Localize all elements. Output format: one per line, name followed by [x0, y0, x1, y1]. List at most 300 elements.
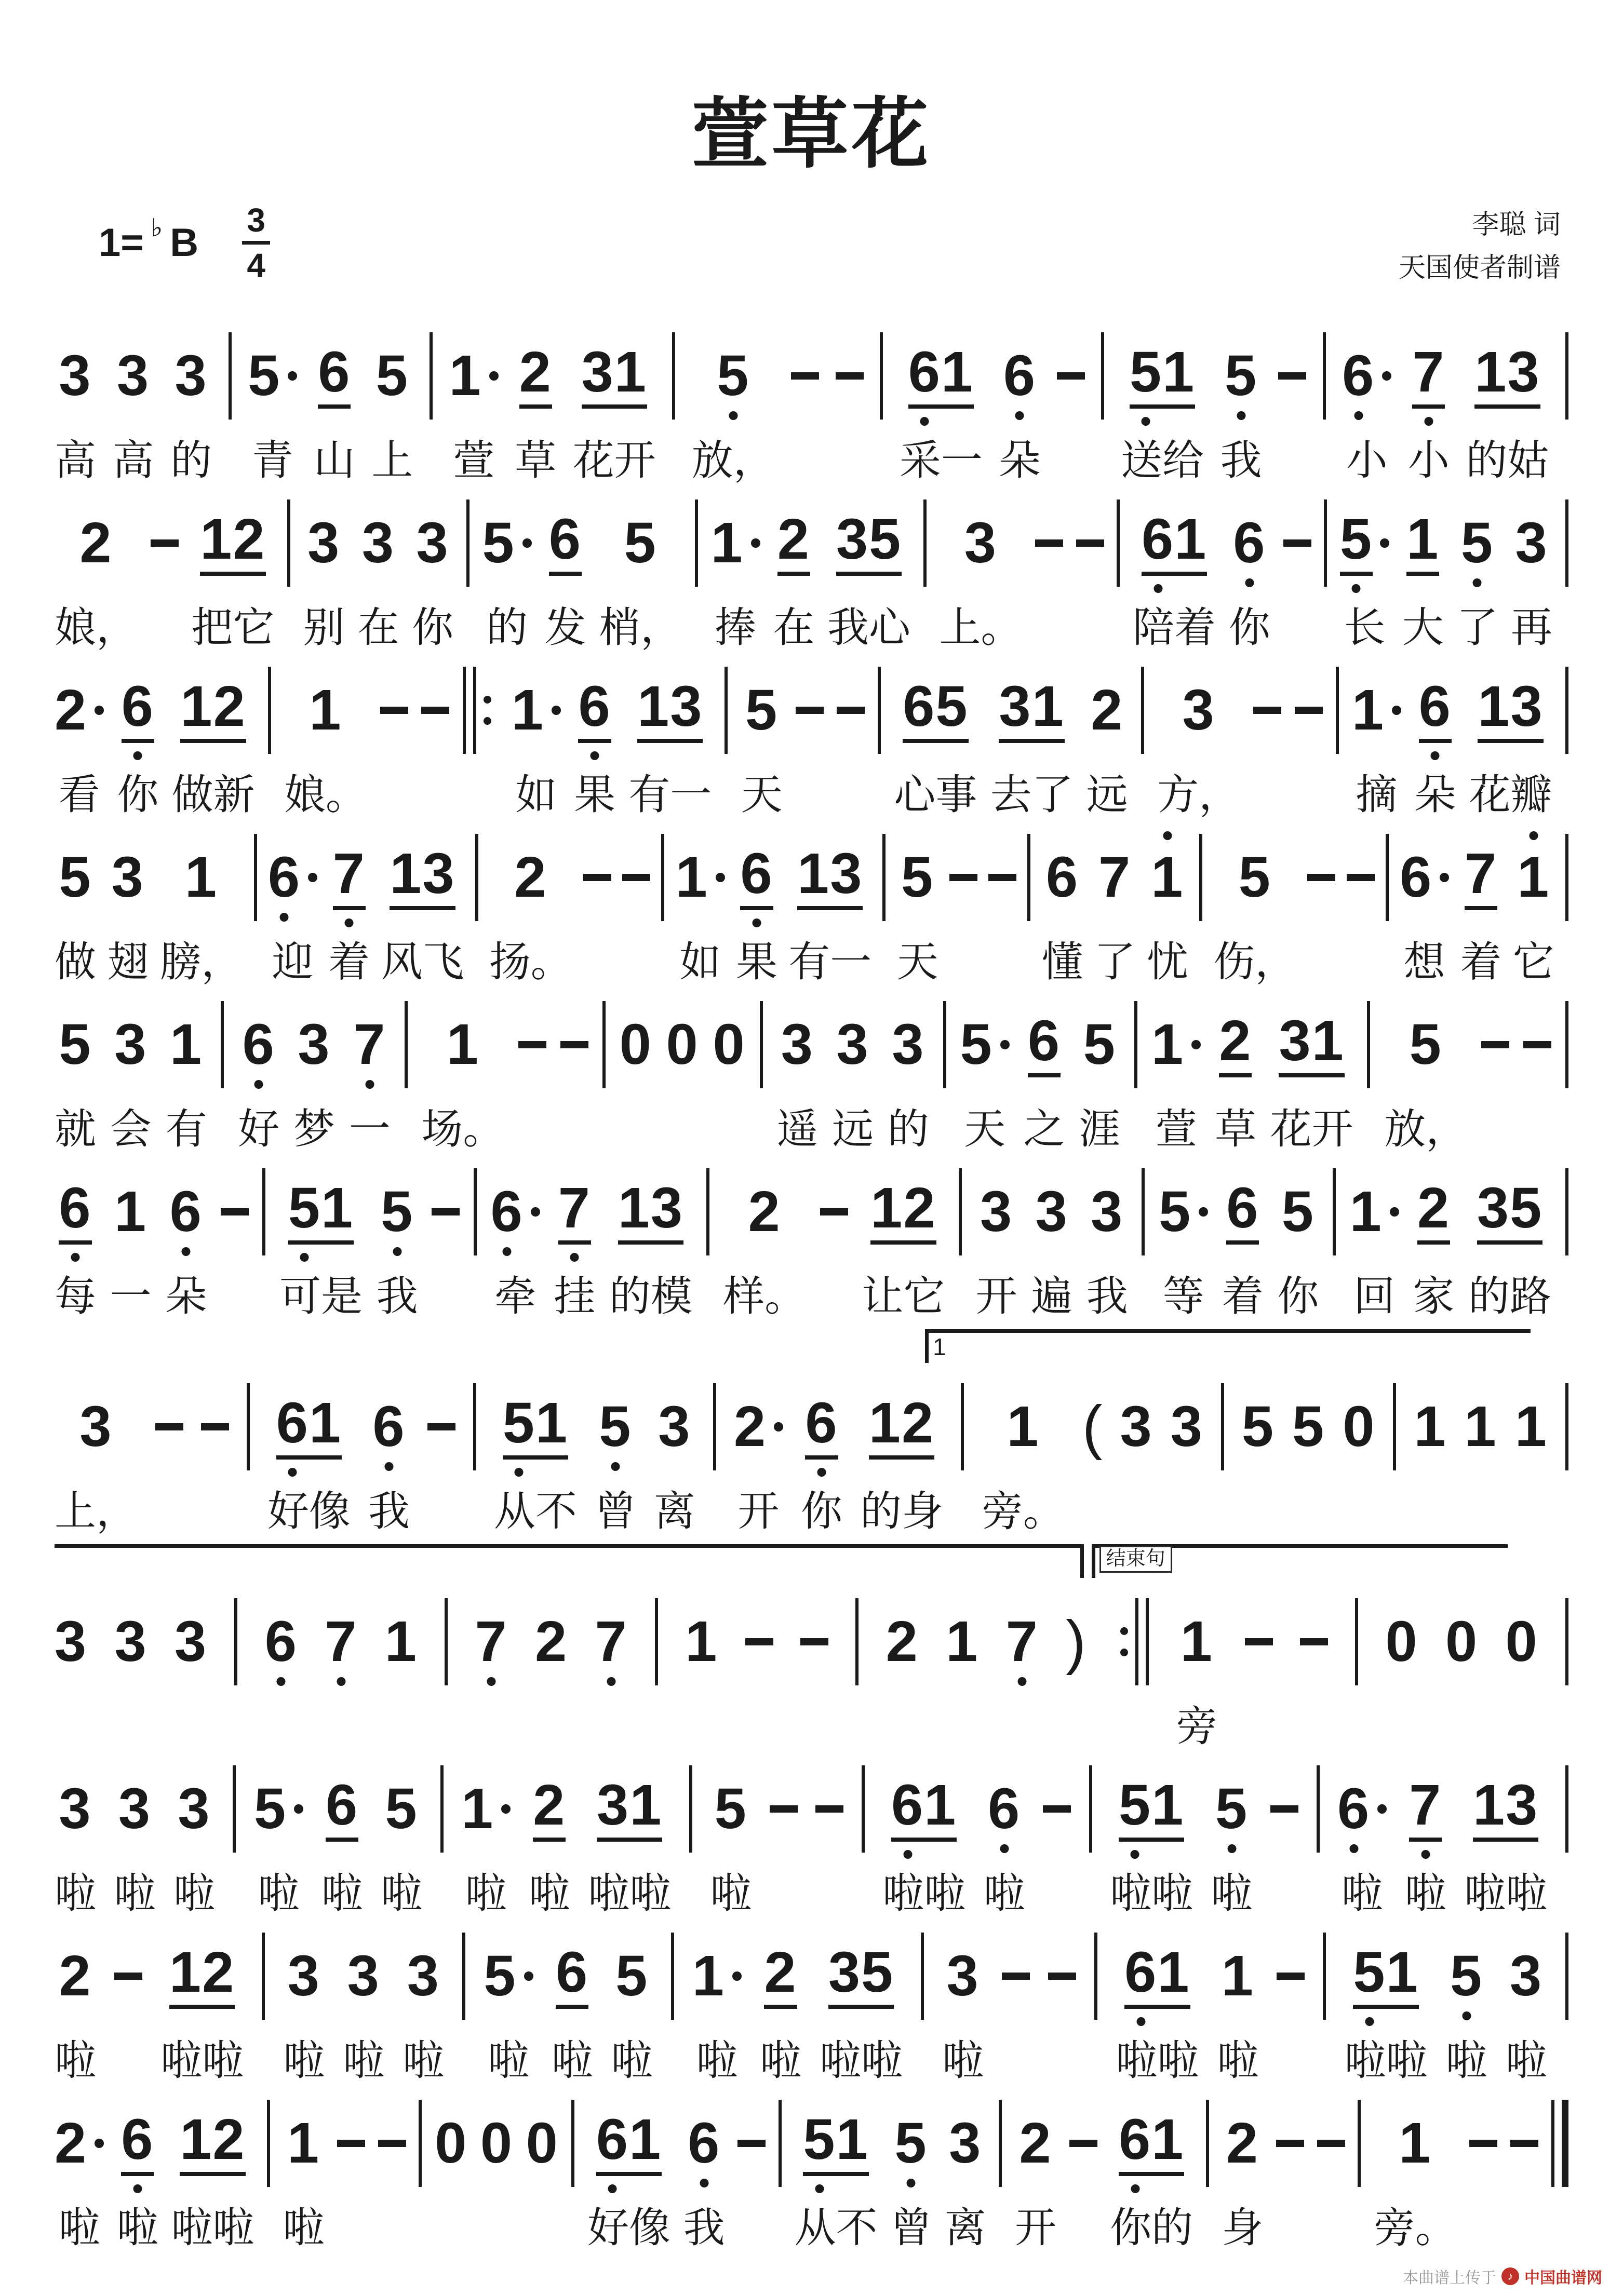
- digit: 5: [1340, 511, 1373, 568]
- note-area: [583, 822, 611, 933]
- note-area: [380, 655, 408, 765]
- ending-bracket: [55, 1544, 1084, 1578]
- digit-group: [446, 1012, 479, 1077]
- note-area: [1036, 1157, 1068, 1267]
- dash-line: [380, 707, 408, 714]
- lyric: 身: [1222, 2205, 1264, 2251]
- lyric: 想: [1403, 939, 1445, 985]
- lyric: 放，: [1384, 1106, 1468, 1153]
- dash-line: [432, 1208, 460, 1215]
- dash-line: [796, 707, 824, 714]
- digit: 5: [901, 845, 934, 910]
- note-area: [1295, 655, 1323, 765]
- note-glyph: [1094, 1937, 1097, 2015]
- note-area: [943, 990, 946, 1100]
- digit-group: [461, 1777, 494, 1841]
- lyric: 长: [1344, 604, 1386, 651]
- note-area: [381, 1157, 413, 1267]
- digit-group: [1226, 1176, 1259, 1245]
- barline: [473, 1372, 476, 1538]
- note-glyph: [1406, 504, 1439, 582]
- note-glyph: [1292, 1388, 1325, 1466]
- barline-stroke: [1323, 1933, 1326, 2020]
- note-area: [267, 2088, 270, 2198]
- note-area: [288, 1921, 320, 2031]
- note-area: [221, 1157, 249, 1267]
- score-line: [55, 1324, 1568, 1538]
- note-area: [1003, 321, 1036, 431]
- lyric: 遍: [1031, 1273, 1073, 1320]
- digit: 3: [118, 1777, 152, 1841]
- digit: 5: [1450, 1948, 1483, 2005]
- note-area: [737, 2088, 766, 2198]
- digit-group: [175, 344, 208, 408]
- note-area: [908, 321, 974, 431]
- digit: 6: [805, 1395, 838, 1452]
- digit-group: [372, 1395, 406, 1459]
- barline-stroke: [1565, 667, 1568, 754]
- lyric: 啦啦: [171, 2205, 254, 2251]
- note: [1157, 655, 1240, 821]
- note-area: [1076, 488, 1104, 598]
- note-area: [710, 488, 760, 598]
- octave-low-dot: [71, 1253, 80, 1262]
- repeat-dot: [1120, 1627, 1128, 1635]
- note: [170, 321, 212, 487]
- note-glyph: [1027, 839, 1030, 916]
- dash-line: [737, 2140, 766, 2147]
- lyric: 啦: [403, 2037, 445, 2084]
- digit-group: [960, 1012, 993, 1077]
- note-area: [947, 1921, 980, 2031]
- note-area: [595, 1587, 627, 1697]
- digit-group: [1027, 1008, 1061, 1077]
- digit: 0: [480, 2111, 514, 2176]
- barline: [880, 321, 883, 487]
- note: [484, 1921, 533, 2087]
- octave-low-dot: [515, 1468, 524, 1477]
- duration-dash: [1276, 2088, 1304, 2254]
- lyric: 啦: [710, 1870, 752, 1917]
- dash-line: [518, 1041, 546, 1048]
- digit: 2: [55, 678, 88, 742]
- note-area: [1120, 1372, 1153, 1482]
- digit: 2: [534, 1610, 568, 1674]
- duration-dash: [1481, 990, 1509, 1156]
- digit: 6: [318, 340, 351, 404]
- dash-line: [836, 372, 864, 380]
- note-glyph: [390, 839, 455, 916]
- digit: 3: [581, 340, 614, 404]
- digit-group: [1215, 1777, 1249, 1841]
- note-glyph: [560, 1006, 588, 1084]
- digit: 3: [830, 841, 863, 906]
- lyric: 的: [887, 1106, 929, 1153]
- lyric: 样。: [723, 1273, 807, 1320]
- note-area: [1007, 1372, 1039, 1482]
- lyric: 天: [964, 1106, 1006, 1153]
- digit-group: [1180, 1610, 1213, 1674]
- digit-group: [1353, 1940, 1419, 2009]
- digit: 1: [629, 1773, 663, 1837]
- dash-line: [1076, 539, 1104, 547]
- note-area: [1278, 321, 1306, 431]
- dash-line: [1307, 874, 1335, 881]
- digit-group: [692, 1944, 725, 2008]
- digit: 5: [895, 2115, 928, 2172]
- note-area: [692, 1921, 742, 2031]
- note: [946, 1587, 978, 1753]
- note-area: [1066, 1587, 1086, 1697]
- duration-dash: [1307, 822, 1335, 989]
- digit: 6: [1119, 2111, 1151, 2168]
- note-glyph: [837, 671, 865, 749]
- barline: [267, 2088, 270, 2254]
- digit-group: [1007, 1395, 1040, 1459]
- note-glyph: [1270, 1770, 1298, 1848]
- digit-group: [946, 1944, 980, 2008]
- digit-group: [1510, 1944, 1543, 2008]
- digit-group: [1091, 678, 1124, 742]
- barline: [1565, 1587, 1568, 1753]
- lyric: 从不: [493, 1488, 577, 1535]
- note: [381, 822, 464, 989]
- note-area: [201, 1372, 229, 1482]
- parenthesis-glyph: ): [1066, 1608, 1086, 1676]
- digit: 1: [384, 1610, 418, 1674]
- barline: [1142, 1157, 1145, 1323]
- note-glyph: [800, 1603, 828, 1681]
- note-area: [533, 1754, 566, 1864]
- lyric: 上。: [939, 604, 1023, 651]
- digit: 6: [596, 2111, 629, 2168]
- digit-group: [597, 1773, 663, 1842]
- note-glyph: [655, 1603, 658, 1681]
- barline-stroke: [1565, 1383, 1568, 1470]
- note-glyph: [1473, 1770, 1538, 1848]
- note-area: [1565, 1754, 1568, 1864]
- barline-stroke: [247, 1383, 250, 1470]
- note-glyph: [112, 839, 144, 916]
- lyric: 青: [251, 437, 293, 484]
- lyric: 旁。: [981, 1488, 1065, 1535]
- note-glyph: [862, 1770, 865, 1848]
- note-glyph: [1091, 671, 1123, 749]
- note-glyph: [118, 1770, 151, 1848]
- note: [832, 990, 874, 1156]
- note: [939, 488, 1022, 654]
- note: [55, 321, 96, 487]
- note-glyph: [1002, 1937, 1030, 2015]
- digit: 1: [1151, 1773, 1185, 1837]
- octave-low-dot: [1349, 1844, 1358, 1853]
- note: [1350, 1157, 1399, 1323]
- duration-dash: [1048, 1921, 1076, 2087]
- digit-group: [949, 2111, 982, 2176]
- note: [482, 488, 532, 654]
- note-area: [180, 2088, 245, 2198]
- lyric: 别: [303, 604, 345, 651]
- note: [942, 1921, 984, 2087]
- note-area: [949, 822, 977, 933]
- octave-low-dot: [1424, 417, 1433, 426]
- note-area: [1523, 990, 1551, 1100]
- note: [55, 1372, 138, 1538]
- lyric: 陪着: [1133, 604, 1216, 651]
- key-note: B: [170, 220, 199, 265]
- note-area: [118, 1754, 151, 1864]
- barline: [1101, 321, 1104, 487]
- note: [172, 655, 255, 821]
- digit: 1: [461, 1777, 494, 1841]
- digit-group: [55, 2111, 88, 2176]
- lyric: 啦啦: [1464, 1870, 1548, 1917]
- note-glyph: [999, 671, 1064, 749]
- note-glyph: [405, 1006, 408, 1084]
- note-glyph: [55, 671, 104, 749]
- digit: 2: [733, 1395, 767, 1459]
- duration-dash: [836, 321, 864, 487]
- digit: 1: [1151, 849, 1184, 906]
- barline-stroke: [1565, 1168, 1568, 1255]
- digit-group: [248, 344, 281, 408]
- lyric: 啦: [58, 2205, 100, 2251]
- duration-dash: [1277, 1921, 1305, 2087]
- barline: [672, 321, 675, 487]
- digit-group: [946, 1610, 979, 1674]
- digit-group: [1019, 2111, 1052, 2176]
- note-area: [1478, 655, 1543, 765]
- barline: [695, 488, 698, 654]
- digit-group: [1412, 340, 1445, 409]
- digit-group: [288, 1176, 354, 1245]
- note-glyph: [855, 1603, 859, 1681]
- note-area: [999, 655, 1064, 765]
- digit-group: [1515, 511, 1548, 575]
- note-glyph: [1417, 1173, 1450, 1251]
- digit-group: [1342, 344, 1375, 408]
- digit: 6: [556, 1940, 589, 2004]
- dash-line: [378, 2140, 406, 2147]
- note-glyph: [1450, 1937, 1483, 2015]
- note: [321, 1754, 363, 1920]
- digit: 2: [764, 1940, 797, 2004]
- dash-line: [1270, 1805, 1298, 1813]
- duration-dash: [1523, 990, 1551, 1156]
- note-glyph: [1323, 337, 1326, 415]
- lyric: 啦: [55, 1870, 96, 1917]
- digit-group: [1224, 344, 1258, 408]
- note-area: [234, 1587, 237, 1697]
- digit-group: [999, 674, 1065, 743]
- note-glyph: [777, 504, 810, 582]
- augmentation-dot: [1199, 1207, 1208, 1217]
- barline-stroke: [268, 667, 271, 754]
- note-area: [1151, 990, 1201, 1100]
- note-glyph: [1317, 2104, 1345, 2182]
- note-area: [781, 990, 814, 1100]
- note: [325, 1587, 357, 1753]
- dash-line: [560, 1041, 588, 1048]
- digit: 6: [265, 1613, 298, 1670]
- note-glyph: [949, 839, 977, 916]
- note: [1120, 1372, 1153, 1538]
- barline: [247, 1372, 250, 1538]
- note-glyph: [1245, 1603, 1273, 1681]
- lyric: 啦: [611, 2037, 653, 2084]
- barline: [878, 655, 881, 821]
- note: [171, 2088, 254, 2254]
- note: [1176, 1587, 1217, 1753]
- note-glyph: [449, 337, 498, 415]
- barline-stroke: [655, 1598, 658, 1685]
- lyric: 发: [544, 604, 586, 651]
- duration-dash: [1317, 2088, 1345, 2254]
- notes-row: [55, 488, 1568, 654]
- note-area: [405, 990, 408, 1100]
- note-glyph: [1515, 1388, 1548, 1466]
- note-area: [1101, 321, 1104, 431]
- rest-note: [480, 2088, 513, 2254]
- note-glyph: [482, 504, 532, 582]
- note: [1121, 321, 1204, 487]
- note-glyph: [666, 1006, 699, 1084]
- digit-group: [1182, 678, 1215, 742]
- note-area: [760, 990, 763, 1100]
- note-area: [1069, 2088, 1097, 2198]
- dash-line: [155, 1423, 183, 1430]
- note-area: [114, 1587, 147, 1697]
- lyric: 朵: [999, 437, 1041, 484]
- duration-dash: [518, 990, 546, 1156]
- note-glyph: [988, 839, 1016, 916]
- note-glyph: [1159, 1173, 1208, 1251]
- barline-stroke: [1089, 1765, 1092, 1853]
- note-area: [449, 321, 498, 431]
- digit: 3: [1182, 678, 1215, 742]
- lyric: 你: [800, 1488, 842, 1535]
- note-glyph: [381, 1173, 413, 1251]
- credits: [1399, 204, 1561, 290]
- note-glyph: [1317, 1770, 1320, 1848]
- note: [1513, 822, 1554, 989]
- dash-line: [583, 874, 611, 881]
- note-glyph: [180, 2104, 245, 2182]
- digit-group: [1098, 845, 1132, 910]
- octave-low-dot: [1245, 578, 1254, 587]
- note-glyph: [815, 1770, 843, 1848]
- digit: 5: [960, 1012, 993, 1077]
- score-line: [55, 1539, 1568, 1753]
- note-glyph: [1565, 1603, 1568, 1681]
- barline-stroke: [1323, 332, 1326, 420]
- digit: 1: [308, 1390, 342, 1455]
- digit: 1: [1151, 1012, 1185, 1077]
- note: [692, 1921, 742, 2087]
- note-area: [748, 1157, 781, 1267]
- octave-low-dot: [1131, 1850, 1139, 1859]
- note-area: [1083, 990, 1116, 1100]
- note-glyph: [1523, 1006, 1551, 1084]
- parenthesis: [1066, 1587, 1086, 1753]
- note-area: [474, 1157, 477, 1267]
- lyric: 有一: [788, 939, 872, 985]
- note-glyph: [1242, 1388, 1275, 1466]
- note-area: [475, 1587, 508, 1697]
- note-area: [689, 1754, 692, 1864]
- digit-group: [1120, 1395, 1153, 1459]
- note-glyph: [407, 1937, 440, 2015]
- lyric: 着: [1460, 939, 1502, 985]
- note-glyph: [185, 839, 218, 916]
- duration-dash: [737, 2088, 766, 2254]
- digit-group: [901, 845, 934, 910]
- note-glyph: [1199, 839, 1202, 916]
- note-area: [706, 1157, 709, 1267]
- repeat-dot: [1120, 1649, 1128, 1656]
- note-area: [923, 488, 927, 598]
- note-area: [1358, 2088, 1361, 2198]
- dash-line: [421, 707, 449, 714]
- note-glyph: [1481, 1006, 1509, 1084]
- note-glyph: [1510, 1937, 1542, 2015]
- augmentation-dot: [288, 371, 297, 381]
- note-area: [1355, 1587, 1358, 1697]
- note: [1384, 990, 1467, 1156]
- digit-group: [777, 507, 810, 576]
- digit: 3: [59, 344, 92, 408]
- footer-upload-text: 本曲谱上传于: [1403, 2270, 1496, 2287]
- digit-group: [891, 1773, 957, 1842]
- note-area: [1410, 990, 1442, 1100]
- lyric: 采一: [899, 437, 983, 484]
- note: [328, 822, 370, 989]
- note: [1277, 1157, 1319, 1323]
- note-area: [1565, 990, 1568, 1100]
- note-glyph: [980, 1173, 1013, 1251]
- barline: [1565, 1754, 1568, 1920]
- note: [117, 655, 158, 821]
- barline: [221, 990, 224, 1156]
- note-area: [1215, 1754, 1248, 1864]
- dash-line: [1048, 1973, 1076, 1980]
- note: [982, 1372, 1065, 1538]
- lyric: 梢，: [599, 604, 682, 651]
- lyric: 的身: [860, 1488, 943, 1535]
- repeat-end-barline: [1113, 1587, 1149, 1753]
- dash-line: [427, 1423, 455, 1430]
- duration-dash: [622, 822, 650, 989]
- note-area: [960, 990, 1010, 1100]
- note-glyph: [1277, 1937, 1305, 2015]
- note-area: [1089, 1754, 1092, 1864]
- note-area: [114, 1157, 147, 1267]
- digit: 1: [629, 2107, 662, 2171]
- octave-low-dot: [1000, 1844, 1009, 1853]
- lyric: 忧: [1146, 939, 1188, 985]
- digit: 3: [946, 1944, 980, 2008]
- digit: 5: [861, 1940, 894, 2004]
- note-area: [462, 1921, 465, 2031]
- note-glyph: [1565, 1937, 1568, 2015]
- note-glyph: [419, 2104, 422, 2182]
- note-area: [1515, 488, 1548, 598]
- note-area: [797, 822, 863, 933]
- note: [110, 1157, 152, 1323]
- note-glyph: [661, 839, 664, 916]
- note-area: [1222, 1921, 1254, 2031]
- note-area: [882, 822, 886, 933]
